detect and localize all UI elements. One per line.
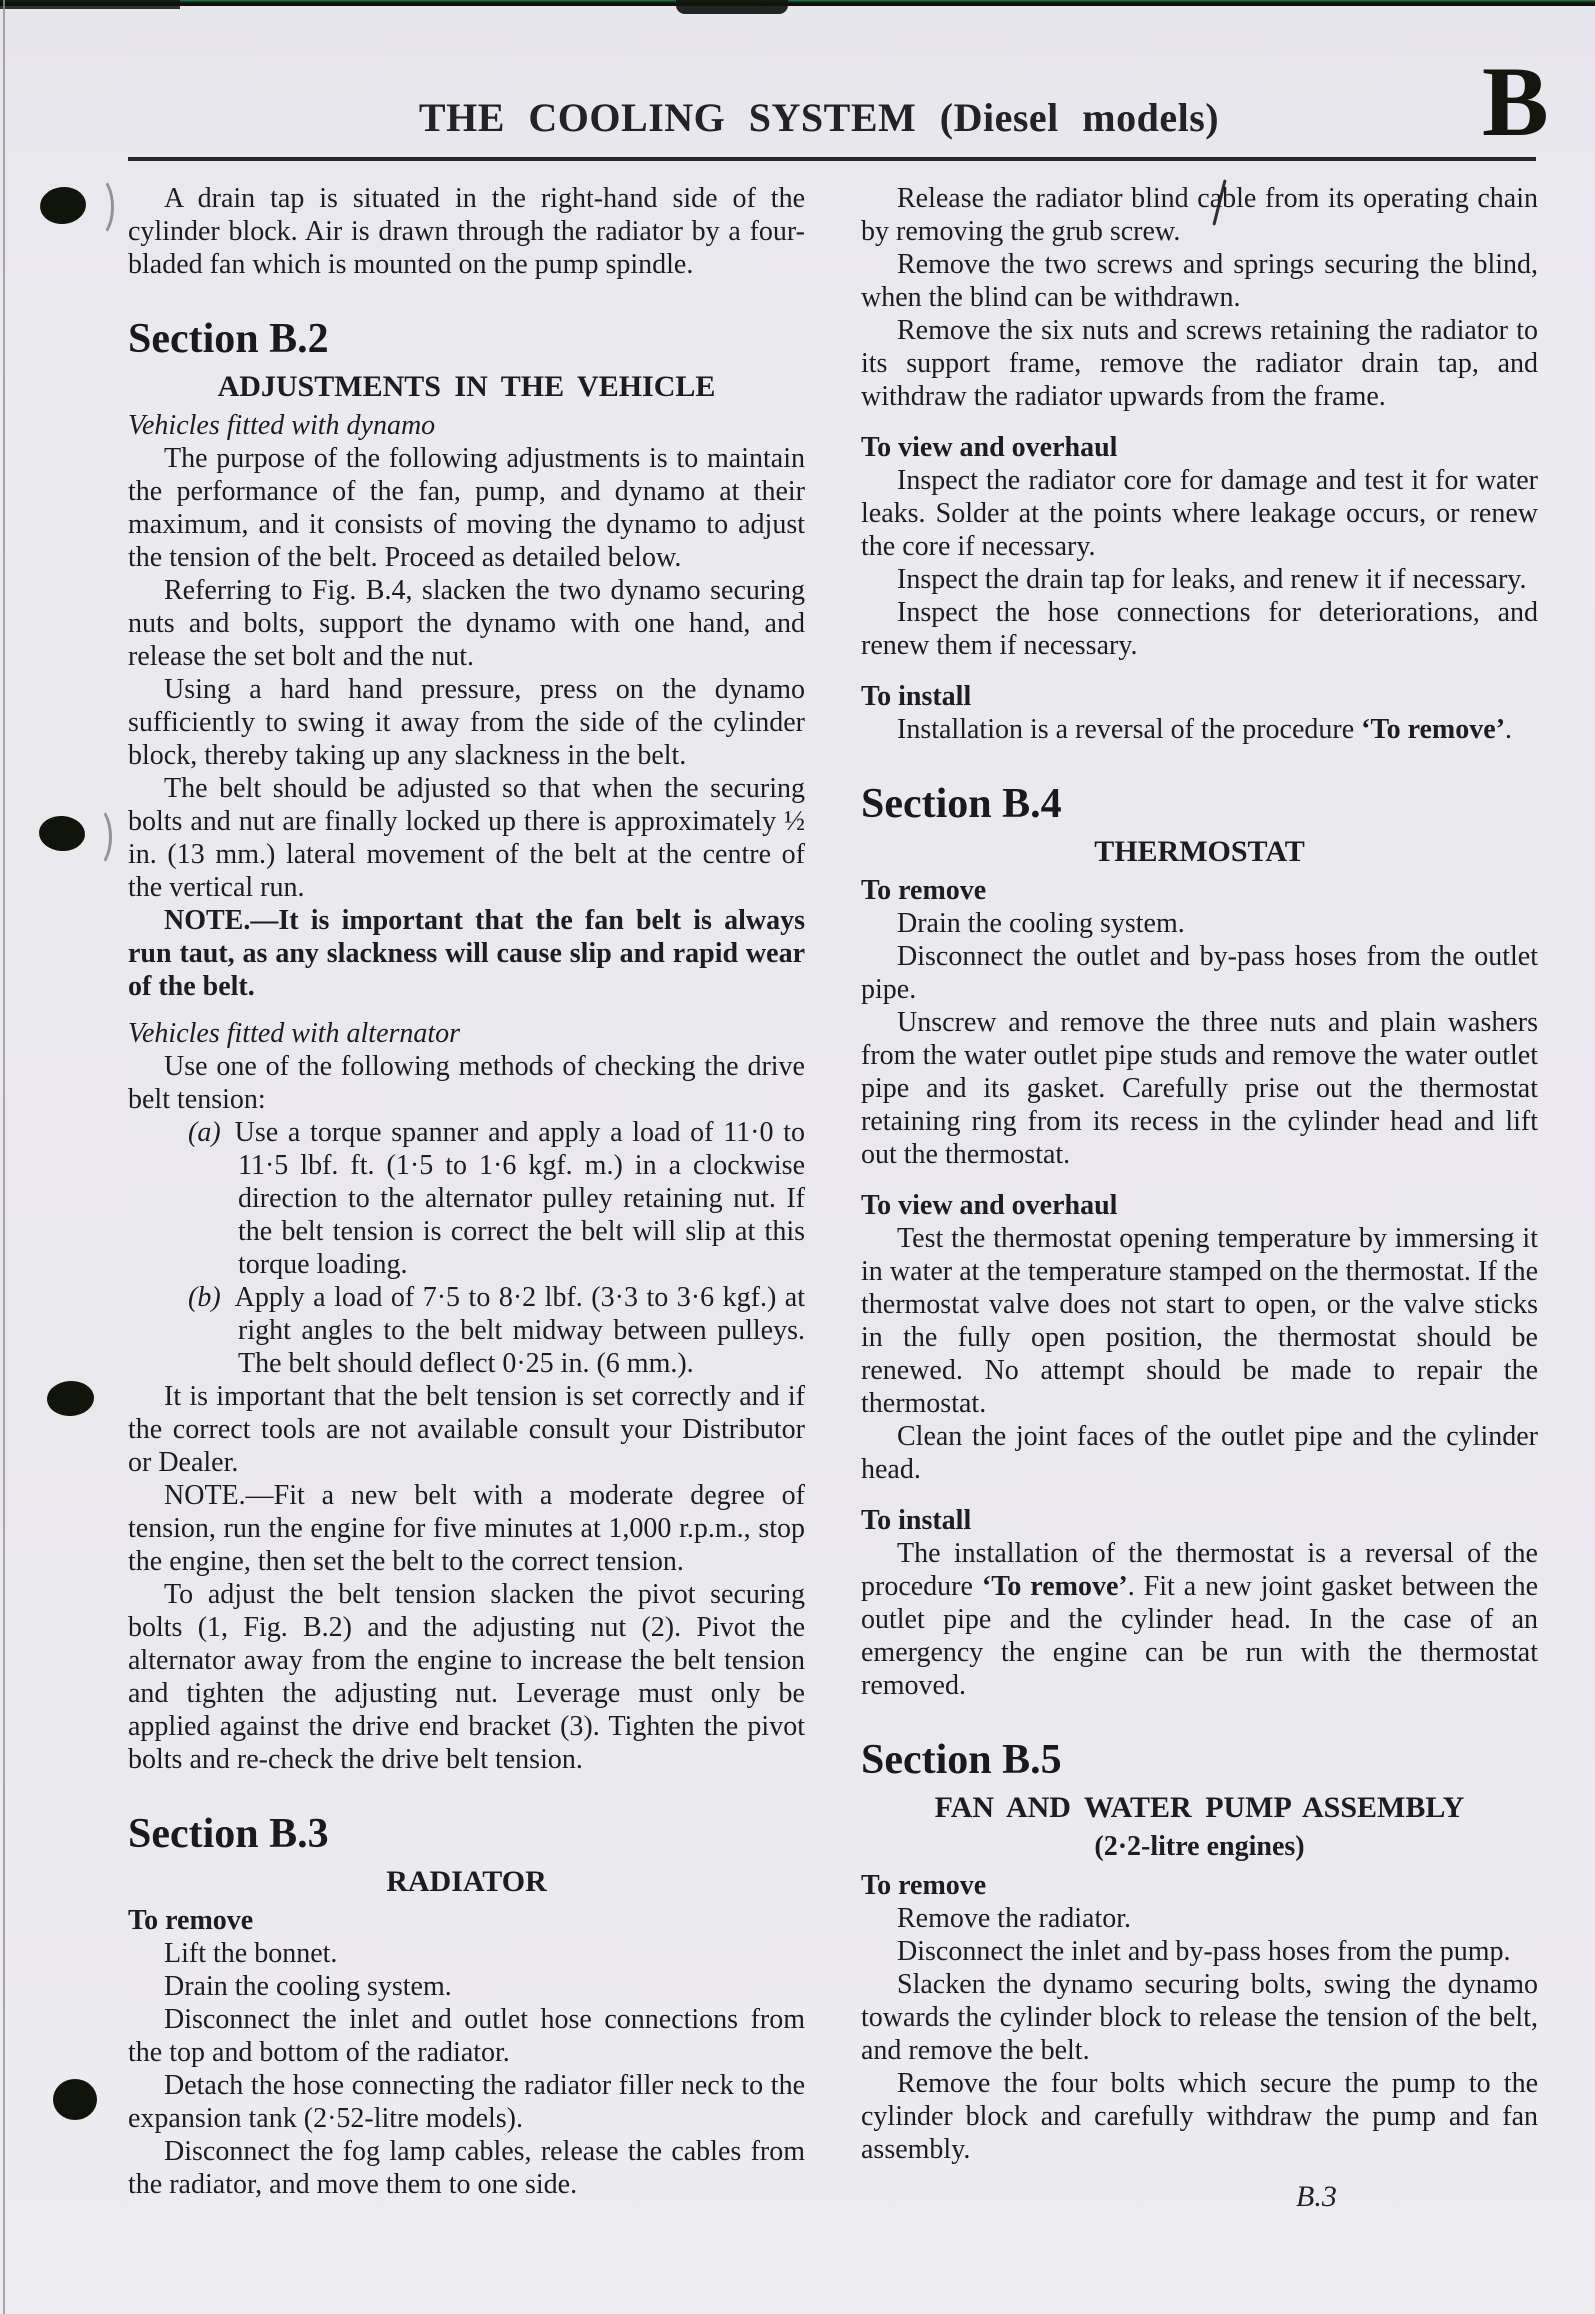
- two-column-body: [128, 182, 1538, 2201]
- scan-edge-artifact: [676, 0, 788, 14]
- paragraph: Disconnect the inlet and outlet hose connections from the top and bottom of the radiator.: [128, 2004, 805, 2068]
- paragraph: Remove the four bolts which secure the pump to the cylinder block and carefully withdraw the pump and fan assembly.: [861, 2068, 1538, 2165]
- section-title: RADIATOR: [386, 1865, 547, 1898]
- bold-run: ‘To remove’: [1361, 714, 1506, 745]
- paragraph: Disconnect the inlet and by-pass hoses from the pump.: [897, 1936, 1511, 1967]
- subheading-to-remove: To remove: [128, 1905, 254, 1936]
- section-title: THERMOSTAT: [1094, 835, 1305, 868]
- paragraph: Remove the six nuts and screws retaining the radiator to its support frame, remove the radiator drain tap, and withdraw the radiator upwards from the frame.: [861, 315, 1538, 412]
- note-paragraph: NOTE.—Fit a new belt with a moderate degree of tension, run the engine for five minutes at 1,000 r.p.m., stop the engine, then set the belt to the correct tension.: [128, 1480, 805, 1577]
- paragraph: Drain the cooling system.: [164, 1971, 452, 2002]
- bold-run: ‘To remove’: [981, 1571, 1128, 1602]
- section-subtitle: (2·2-litre engines): [1094, 1831, 1305, 1862]
- section-heading-b4: Section B.4: [861, 781, 1062, 827]
- paragraph: The belt should be adjusted so that when the securing bolts and nut are finally locked up there is approximately ½ in. (13 mm.) lateral movement of the belt at the centre of the vertical run.: [128, 773, 805, 903]
- note-paragraph: NOTE.—It is important that the fan belt is always run taut, as any slackness will cause slip and rapid wear of the belt.: [128, 905, 805, 1002]
- text-run: The installation of the thermostat is a reversal of the procedure: [861, 1538, 1538, 1602]
- right-column: [861, 182, 1538, 2201]
- paragraph: Test the thermostat opening temperature by immersing it in water at the temperature stamped on the thermostat. If the thermostat valve does not start to open, or the valve sticks in the fully open position, the thermostat should be renewed. No attempt should be made to repair the thermostat.: [861, 1223, 1538, 1419]
- paragraph: Drain the cooling system.: [897, 908, 1185, 939]
- paragraph: Unscrew and remove the three nuts and plain washers from the water outlet pipe studs and remove the water outlet pipe and its gasket. Carefully prise out the thermostat retaining ring from its recess in the cylinder head and lift out the thermostat.: [861, 1007, 1538, 1170]
- paragraph: Disconnect the fog lamp cables, release the cables from the radiator, and move them to one side.: [128, 2136, 805, 2200]
- subheading-to-remove: To remove: [861, 1870, 987, 1901]
- paragraph: Inspect the hose connections for deteriorations, and renew them if necessary.: [861, 597, 1538, 661]
- paragraph: Release the radiator blind cable from its operating chain by removing the grub screw.: [861, 183, 1538, 247]
- section-heading-b2: Section B.2: [128, 316, 329, 362]
- list-marker: (a): [188, 1117, 221, 1148]
- paragraph: Detach the hose connecting the radiator filler neck to the expansion tank (2·52-litre models).: [128, 2070, 805, 2134]
- section-heading-b3: Section B.3: [128, 1811, 329, 1857]
- subheading-to-install: To install: [861, 681, 972, 712]
- subheading-alternator: Vehicles fitted with alternator: [128, 1018, 461, 1049]
- paragraph: Clean the joint faces of the outlet pipe and the cylinder head.: [861, 1421, 1538, 1485]
- binder-hole-shadow: [80, 806, 112, 868]
- section-title: ADJUSTMENTS IN THE VEHICLE: [217, 370, 716, 403]
- paragraph: Disconnect the outlet and by-pass hoses from the outlet pipe.: [861, 941, 1538, 1005]
- binder-hole: [38, 185, 88, 227]
- binder-hole-shadow: [82, 176, 114, 238]
- paragraph: Referring to Fig. B.4, slacken the two dynamo securing nuts and bolts, support the dynamo with one hand, and release the set bolt and the nut.: [128, 575, 805, 672]
- paragraph: A drain tap is situated in the right-hand side of the cylinder block. Air is drawn through the radiator by a four-bladed fan which is mounted on the pump spindle.: [128, 183, 805, 280]
- paragraph: [861, 1537, 1538, 1702]
- scan-edge-artifact: [0, 0, 180, 9]
- subheading-to-install: To install: [861, 1505, 972, 1536]
- paragraph: Remove the radiator.: [897, 1903, 1132, 1934]
- section-heading-b5: Section B.5: [861, 1737, 1062, 1783]
- paragraph: Inspect the radiator core for damage and test it for water leaks. Solder at the points where leakage occurs, or renew the core if necessary.: [861, 465, 1538, 562]
- list-item-b: [188, 1281, 805, 1380]
- paragraph: To adjust the belt tension slacken the pivot securing bolts (1, Fig. B.2) and the adjusting nut (2). Pivot the alternator away from the engine to increase the belt tension and tighten the adjusting nut. Leverage must only be applied against the drive end bracket (3). Tighten the pivot bolts and re-check the drive belt tension.: [128, 1579, 805, 1775]
- text-run: . Fit a new joint gasket between the outlet pipe and the cylinder head. In the case of an emergency the engine can be run with the thermostat removed.: [861, 1571, 1538, 1701]
- list-item-text: Apply a load of 7·5 to 8·2 lbf. (3·3 to 3·6 kgf.) at right angles to the belt midway between pulleys. The belt should deflect 0·25 in. (6 mm.).: [234, 1282, 805, 1379]
- text-run: Installation is a reversal of the procedure: [897, 714, 1362, 745]
- paper-edge-line: [3, 0, 5, 2314]
- text-run: .: [1505, 714, 1513, 745]
- paragraph: Remove the two screws and springs securing the blind, when the blind can be withdrawn.: [861, 249, 1538, 313]
- binder-hole: [53, 2079, 97, 2120]
- list-item-text: Use a torque spanner and apply a load of 11·0 to 11·5 lbf. ft. (1·5 to 1·6 kgf. m.) in a clockwise direction to the alternator pulley retaining nut. If the belt tension is correct the belt will slip at this torque loading.: [234, 1117, 805, 1280]
- paragraph: Inspect the drain tap for leaks, and renew it if necessary.: [897, 564, 1527, 595]
- binder-hole: [46, 1380, 95, 1417]
- list-marker: (b): [188, 1282, 221, 1313]
- paragraph: Using a hard hand pressure, press on the dynamo sufficiently to swing it away from the side of the cylinder block, thereby taking up any slackness in the belt.: [128, 674, 805, 771]
- subheading-to-view-and-overhaul: To view and overhaul: [861, 1190, 1118, 1221]
- scan-edge-strip: [0, 0, 1595, 6]
- binder-hole: [38, 814, 86, 852]
- paragraph: Slacken the dynamo securing bolts, swing the dynamo towards the cylinder block to release the tension of the belt, and remove the belt.: [861, 1969, 1538, 2066]
- header-rule: [128, 157, 1536, 161]
- subheading-dynamo: Vehicles fitted with dynamo: [128, 410, 436, 441]
- subheading-to-view-and-overhaul: To view and overhaul: [861, 432, 1118, 463]
- page-number: B.3: [1296, 2180, 1337, 2213]
- paragraph: [861, 713, 1538, 746]
- paragraph: Use one of the following methods of checking the drive belt tension:: [128, 1051, 805, 1115]
- subheading-to-remove: To remove: [861, 875, 987, 906]
- left-column: [128, 182, 805, 2201]
- page-title: THE COOLING SYSTEM (Diesel models): [418, 95, 1220, 140]
- paragraph: Lift the bonnet.: [164, 1938, 338, 1969]
- paragraph: It is important that the belt tension is set correctly and if the correct tools are not available consult your Distributor or Dealer.: [128, 1381, 805, 1478]
- section-title: FAN AND WATER PUMP ASSEMBLY: [934, 1791, 1465, 1824]
- section-letter: B: [1482, 46, 1549, 157]
- paragraph: The purpose of the following adjustments is to maintain the performance of the fan, pump, and dynamo at their maximum, and it consists of moving the dynamo to adjust the tension of the belt. Proceed as detailed below.: [128, 443, 805, 573]
- list-item-a: [188, 1116, 805, 1281]
